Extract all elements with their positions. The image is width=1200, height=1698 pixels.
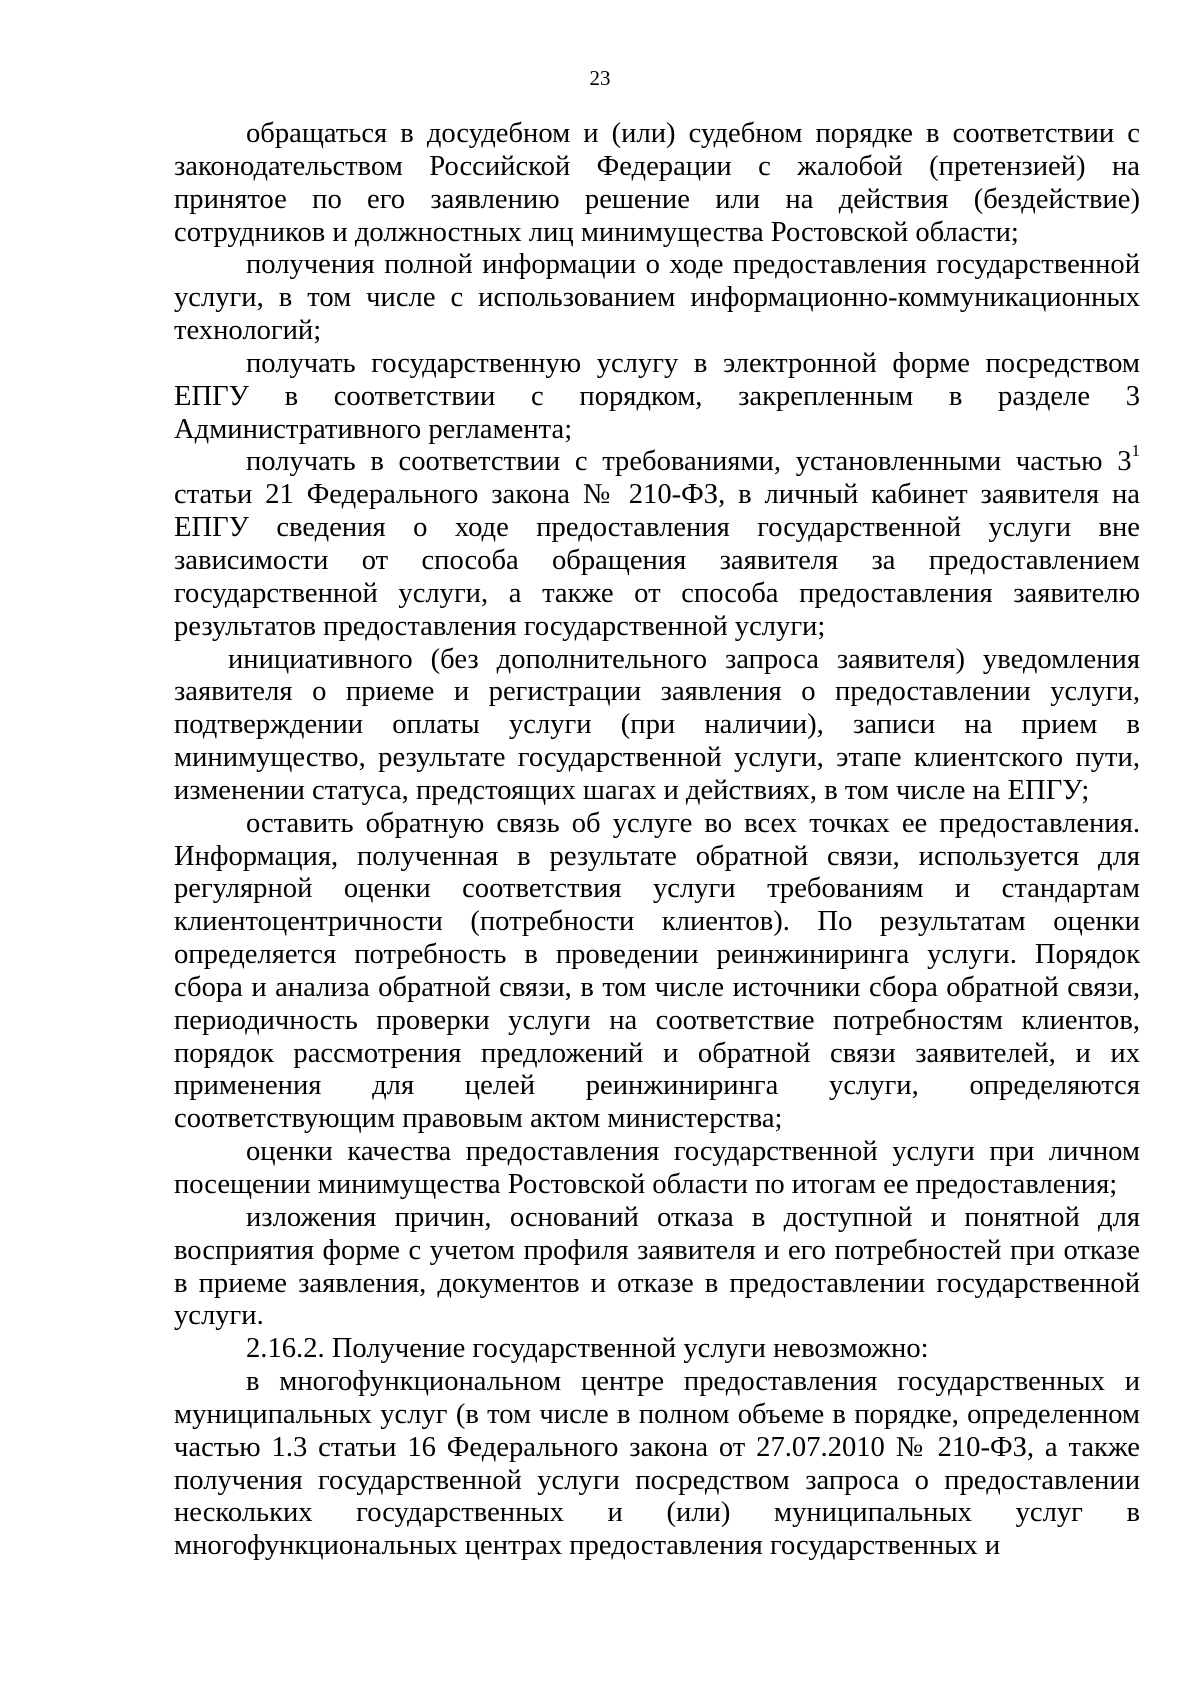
section-heading-2-16-2: 2.16.2. Получение государственной услуги невозможно: [246,1333,929,1365]
document-body [174,118,1140,1563]
paragraph-full-information: получения полной информации о ходе предоставления государственной услуги, в том числе с использованием информационно-коммуникационных технологий; [174,249,1140,347]
paragraph-quality-assessment: оценки качества предоставления государственной услуги при личном посещении минимущества Ростовской области по итогам ее предоставления; [174,1136,1140,1200]
paragraph-appeal-rights: обращаться в досудебном и (или) судебном порядке в соответствии с законодательством Российской Федерации с жалобой (претензией) на принятое по его заявлению решение или на действия (бездействие) сотрудников и должностных лиц минимущества Ростовской области; [174,118,1140,248]
paragraph-initiative-notification: инициативного (без дополнительного запроса заявителя) уведомления заявителя о приеме и регистрации заявления о предоставлении услуги, подтверждении оплаты услуги (при наличии), записи на прием в минимущество, результате государственной услуги, этапе клиентского пути, изменении статуса, предстоящих шагах и действиях, в том числе на ЕПГУ; [174,643,1140,806]
paragraph-personal-cabinet-rest: статьи 21 Федерального закона № 210-ФЗ, в личный кабинет заявителя на ЕПГУ сведения о ходе предоставления государственной услуги вне зависимости от способа обращения заявителя за предоставлением государственной услуги, а также от способа предоставления заявителю результатов предоставления государственной услуги; [174,479,1140,642]
paragraph-personal-cabinet-lead: получать в соответствии с требованиями, установленными частью 3 [246,446,1132,478]
superscript-one: 1 [1131,441,1140,461]
paragraph-mfc-impossible: в многофункциональном центре предоставления государственных и муниципальных услуг (в том числе в полном объеме в порядке, определенном частью 1.3 статьи 16 Федерального закона от 27.07.2010 № 210-ФЗ, а также получения государственной услуги посредством запроса о предоставлении нескольких государственных и (или) муниципальных услуг в многофункциональных центрах предоставления государственных и [174,1366,1140,1562]
page-number: 23 [589,66,611,90]
paragraph-electronic-service: получать государственную услугу в электронной форме посредством ЕПГУ в соответствии с порядком, закрепленным в разделе 3 Административного регламента; [174,347,1140,445]
paragraph-refusal-reasons: изложения причин, оснований отказа в доступной и понятной для восприятия форме с учетом профиля заявителя и его потребностей при отказе в приеме заявления, документов и отказе в предоставлении государственной услуги. [174,1201,1140,1332]
paragraph-personal-cabinet [174,441,1140,643]
paragraph-feedback: оставить обратную связь об услуге во всех точках ее предоставления. Информация, полученная в результате обратной связи, используется для регулярной оценки соответствия услуги требованиям и стандартам клиентоцентричности (потребности клиентов). По результатам оценки определяется потребность в проведении реинжиниринга услуги. Порядок сбора и анализа обратной связи, в том числе источники сбора обратной связи, периодичность проверки услуги на соответствие потребностям клиентов, порядок рассмотрения предложений и обратной связи заявителей, и их применения для целей реинжиниринга услуги, определяются соответствующим правовым актом министерства; [174,807,1140,1135]
